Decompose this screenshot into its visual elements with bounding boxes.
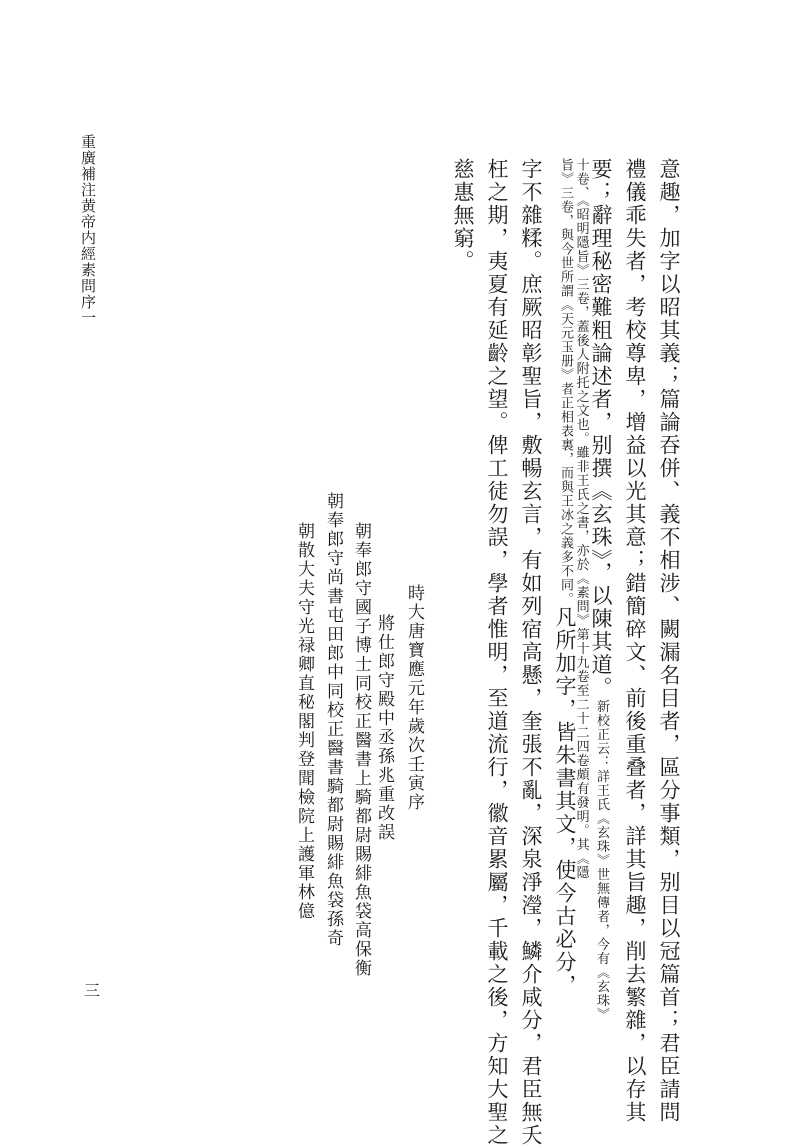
signature-1: 將仕郎守殿中丞孫兆重改誤 (374, 614, 394, 842)
annotation-note-1: 新校正云：詳王氏《玄珠》世無傳者，今有《玄珠》 (594, 699, 609, 1022)
text-column-6: 字不雜糅。庶厥昭彰聖旨，敷暢玄言，有如列宿高懸，奎張不亂，深泉淨瀅，鱗介咸分，君臣無夭 (519, 158, 543, 1147)
annotation-column-4: 十卷、《昭明隱旨》三卷，蓋後人附托之文也。雖非王氏之書，亦於《素問》第十九卷至二十二四卷頗有發明。其《隱 (573, 158, 589, 880)
text-column-7: 枉之期，夷夏有延齡之望。俾工徒勿誤，學者惟明，至道流行，徽音累屬，千載之後，方知大聖之 (485, 158, 509, 1147)
signature-3: 朝奉郎守尚書屯田郎中同校正醫書騎都尉賜緋魚袋孫奇 (323, 492, 343, 948)
text-column-1: 意趣，加字以昭其義；篇論吞併、義不相涉、闕漏名目者，區分事類，别目以冠篇首；君臣請問 (657, 158, 681, 1124)
signature-2: 朝奉郎守國子博士同校正醫書上騎都尉賜緋魚袋高保衡 (351, 522, 371, 978)
text-column-3-main: 要；辭理秘密難粗論述者，别撰《玄珠》，以陳其道。 (589, 158, 613, 700)
annotation-note-2: 旨》三卷，與今世所謂《天元玉册》者正相表裏，而與王冰之義多不同。 (558, 158, 573, 606)
signature-4: 朝散大夫守光禄卿直秘閣判登聞檢院上護軍林億 (294, 522, 314, 921)
text-column-5 (554, 158, 575, 997)
text-column-8: 慈惠無窮。 (451, 158, 475, 273)
text-column-3 (590, 158, 611, 1022)
page-number: 三 (84, 981, 101, 1000)
date-line: 時大唐寶應元年歲次壬寅序 (404, 584, 424, 812)
text-column-2: 禮儀乖失者，考校尊卑，增益以光其意；錯簡碎文、前後重叠者，詳其旨趣，削去繁雜，以存其 (623, 158, 647, 1124)
running-header: 重廣補注黄帝内經素問序一 (79, 134, 97, 326)
text-column-5-main: 凡所加字，皆朱書其文，使今古必分， (553, 606, 577, 997)
